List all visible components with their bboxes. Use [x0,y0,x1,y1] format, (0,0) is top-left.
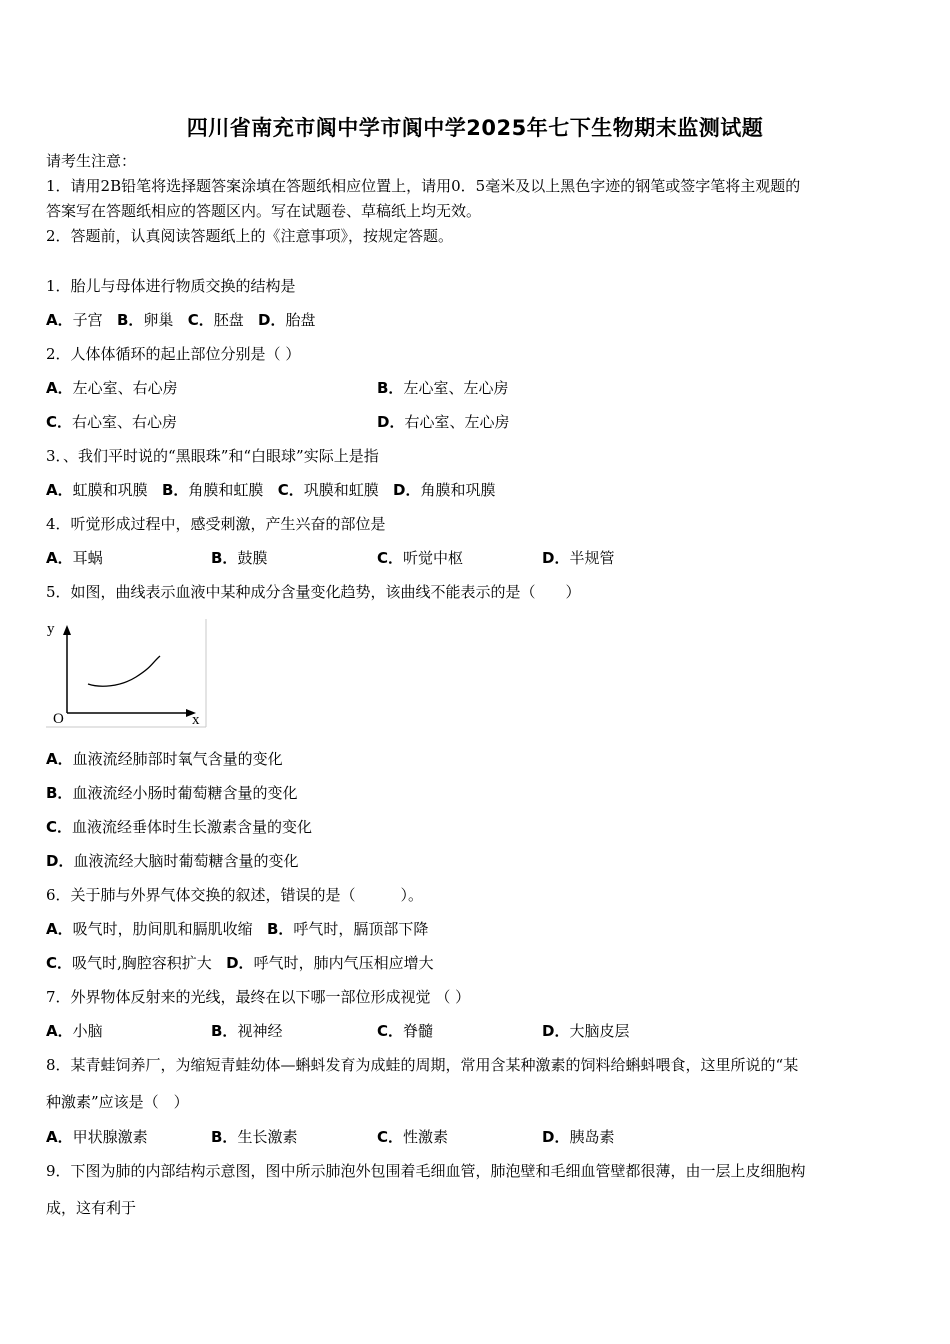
option-c: C．脊髓 [377,1022,434,1040]
option-d: D．胰岛素 [542,1128,615,1146]
option-a: A．甲状腺激素 [46,1128,148,1146]
question-3-stem: 3．、我们平时说的“黑眼珠”和“白眼球”实际上是指 [46,447,379,465]
option-c: C．右心室、右心房 [46,413,178,431]
page-title: 四川省南充市阆中学市阆中学2025年七下生物期末监测试题 [186,116,764,140]
question-6-options-row-1 [46,920,428,938]
option-a: A．血液流经肺部时氧气含量的变化 [46,750,283,768]
notice-item-1-line-2: 答案写在答题纸相应的答题区内。写在试题卷、草稿纸上均无效。 [46,202,482,220]
option-d: D．角膜和巩膜 [393,481,496,499]
option-b: B．呼气时，膈顶部下降 [266,920,429,938]
graph-curve [88,656,160,686]
option-d: D．血液流经大脑时葡萄糖含量的变化 [46,852,299,870]
option-b: B．鼓膜 [211,549,268,567]
notice-item-2: 2．答题前，认真阅读答题纸上的《注意事项》，按规定答题。 [46,227,454,245]
option-a: A．虹膜和巩膜 [46,481,148,499]
notice-item-1-line-1: 1．请用2B铅笔将选择题答案涂填在答题纸相应位置上，请用0．5毫米及以上黑色字迹的钢笔或签字笔将主观题的 [46,177,801,195]
option-b: B．血液流经小肠时葡萄糖含量的变化 [46,784,298,802]
option-d: D．半规管 [542,549,615,567]
question-8-stem-line-1: 8．某青蛙饲养厂，为缩短青蛙幼体—蝌蚪发育为成蛙的周期，常用含某种激素的饲料给蝌蚪喂食，这里所说的“某 [46,1056,799,1074]
option-c: C．听觉中枢 [377,549,464,567]
option-b: B．左心室、左心房 [377,379,509,397]
x-axis-label: x [192,712,200,728]
option-d: D．呼气时，肺内气压相应增大 [226,954,434,972]
option-a: A．耳蜗 [46,549,103,567]
y-axis-label: y [47,621,55,637]
question-6-stem: 6．关于肺与外界气体交换的叙述，错误的是（ ）。 [46,886,424,904]
question-4-stem: 4．听觉形成过程中，感受刺激，产生兴奋的部位是 [46,515,386,533]
option-c: C．血液流经垂体时生长激素含量的变化 [46,818,313,836]
option-d: D．胎盘 [258,311,316,329]
question-2-stem: 2．人体体循环的起止部位分别是（ ） [46,345,301,363]
option-d: D．大脑皮层 [542,1022,630,1040]
option-b: B．角膜和虹膜 [161,481,264,499]
question-1-options [46,311,316,329]
question-5-stem: 5．如图，曲线表示血液中某种成分含量变化趋势，该曲线不能表示的是（ ） [46,583,581,601]
option-a: A．小脑 [46,1022,103,1040]
question-3-options [46,481,496,499]
option-a: A．吸气时，肋间肌和膈肌收缩 [46,920,253,938]
question-5-graph [44,617,208,729]
option-d: D．右心室、左心房 [377,413,510,431]
option-c: C．性激素 [377,1128,449,1146]
question-9-stem-line-1: 9．下图为肺的内部结构示意图，图中所示肺泡外包围着毛细血管，肺泡壁和毛细血管壁都很薄，由一层上皮细胞构 [46,1162,806,1180]
question-7-stem: 7．外界物体反射来的光线，最终在以下哪一部位形成视觉 （ ） [46,988,471,1006]
option-b: B．卵巢 [116,311,174,329]
question-1-stem: 1．胎儿与母体进行物质交换的结构是 [46,277,296,295]
origin-label: O [53,711,64,727]
notice-heading: 请考生注意： [46,152,137,170]
question-9-stem-line-2: 成，这有利于 [46,1199,137,1217]
y-axis-arrow-icon [63,625,71,635]
question-8-stem-line-2: 种激素”应该是（ ） [46,1093,189,1111]
option-b: B．生长激素 [211,1128,298,1146]
question-6-options-row-2 [46,954,434,972]
option-a: A．子宫 [46,311,103,329]
option-a: A．左心室、右心房 [46,379,178,397]
option-b: B．视神经 [211,1022,283,1040]
option-c: C．巩膜和虹膜 [277,481,379,499]
option-c: C．吸气时,胸腔容积扩大 [46,954,212,972]
option-c: C．胚盘 [187,311,244,329]
